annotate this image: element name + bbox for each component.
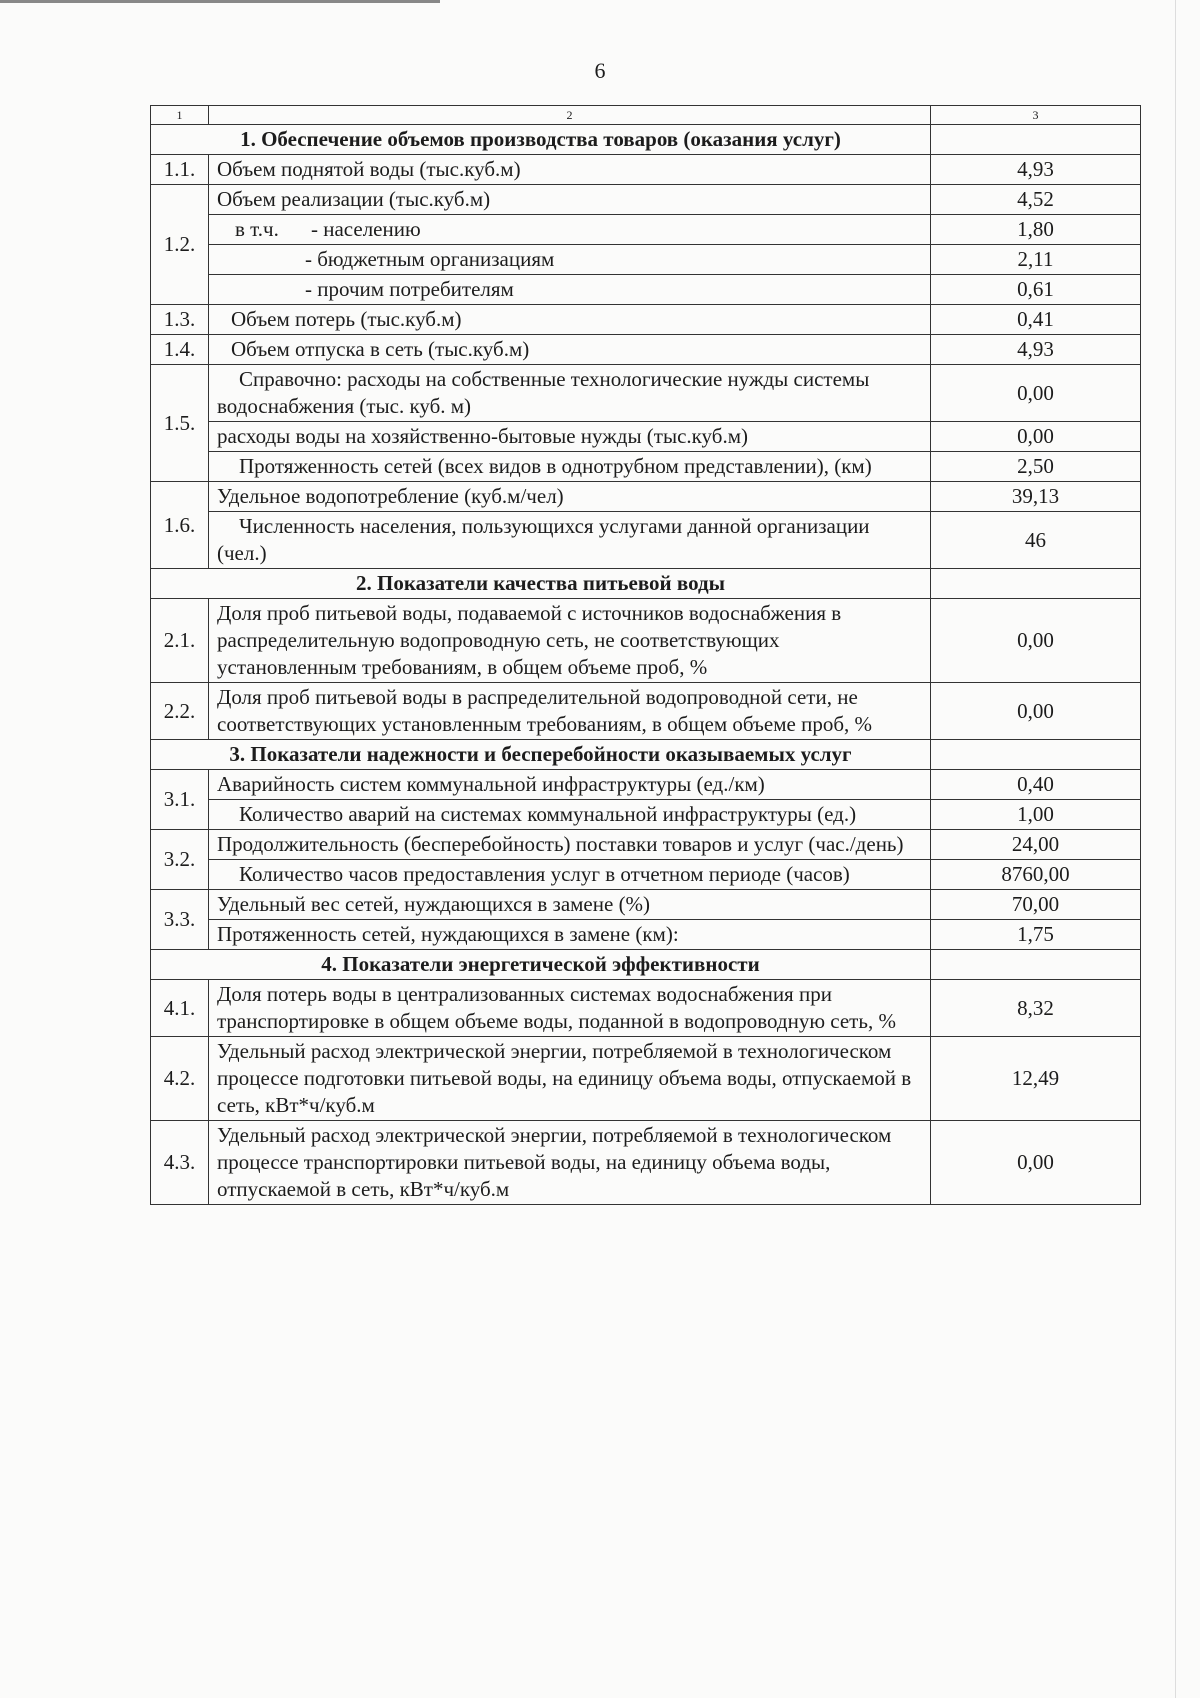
row-value: 4,93 (931, 155, 1141, 185)
row-number: 4.2. (151, 1037, 209, 1121)
row-label: Удельный расход электрической энергии, потребляемой в технологическом процессе подготовки питьевой воды, на единицу объема воды, отпускаемой в сеть, кВт*ч/куб.м (209, 1037, 931, 1121)
table-row (151, 920, 1141, 950)
row-label: расходы воды на хозяйственно-бытовые нужды (тыс.куб.м) (209, 422, 931, 452)
table-row (151, 512, 1141, 569)
table-header-row (151, 106, 1141, 125)
row-label: - прочим потребителям (209, 275, 931, 305)
header-col-2: 2 (209, 106, 931, 125)
row-label: Удельный расход электрической энергии, потребляемой в технологическом процессе транспортировки питьевой воды, на единицу объема воды, отпускаемой в сеть, кВт*ч/куб.м (209, 1121, 931, 1205)
table-row (151, 305, 1141, 335)
section-title: 3. Показатели надежности и бесперебойности оказываемых услуг (151, 740, 931, 770)
table-row (151, 980, 1141, 1037)
table-row (151, 365, 1141, 422)
indicators-table (150, 105, 1141, 1205)
row-value: 24,00 (931, 830, 1141, 860)
section-title: 1. Обеспечение объемов производства товаров (оказания услуг) (151, 125, 931, 155)
header-col-1: 1 (151, 106, 209, 125)
row-number: 3.3. (151, 890, 209, 950)
row-number: 1.4. (151, 335, 209, 365)
row-label-text: - населению (311, 217, 421, 241)
table-row (151, 215, 1141, 245)
table-row (151, 860, 1141, 890)
row-value: 0,00 (931, 599, 1141, 683)
row-label: Продолжительность (бесперебойность) поставки товаров и услуг (час./день) (209, 830, 931, 860)
table-row (151, 422, 1141, 452)
row-label: Удельное водопотребление (куб.м/чел) (209, 482, 931, 512)
section-row (151, 740, 1141, 770)
row-number: 1.2. (151, 185, 209, 305)
scan-edge-line (1175, 0, 1176, 1698)
row-value: 39,13 (931, 482, 1141, 512)
row-number: 3.2. (151, 830, 209, 890)
row-value: 0,00 (931, 365, 1141, 422)
row-value: 0,00 (931, 683, 1141, 740)
row-value: 2,11 (931, 245, 1141, 275)
table-row (151, 482, 1141, 512)
scan-edge-mark (0, 0, 440, 3)
row-label: Объем потерь (тыс.куб.м) (209, 305, 931, 335)
table-row (151, 1037, 1141, 1121)
section-value-cell (931, 569, 1141, 599)
row-value: 0,00 (931, 422, 1141, 452)
table-row (151, 245, 1141, 275)
section-value-cell (931, 740, 1141, 770)
row-value: 70,00 (931, 890, 1141, 920)
row-number: 3.1. (151, 770, 209, 830)
section-value-cell (931, 950, 1141, 980)
row-value: 0,41 (931, 305, 1141, 335)
row-number: 4.3. (151, 1121, 209, 1205)
row-label: - бюджетным организациям (209, 245, 931, 275)
row-value: 0,40 (931, 770, 1141, 800)
row-label: Количество часов предоставления услуг в отчетном периоде (часов) (209, 860, 931, 890)
row-label-prefix: в т.ч. (235, 217, 279, 241)
table-row (151, 452, 1141, 482)
table-row (151, 155, 1141, 185)
table-row (151, 599, 1141, 683)
row-label (209, 215, 931, 245)
row-value: 8,32 (931, 980, 1141, 1037)
row-value: 46 (931, 512, 1141, 569)
table-row (151, 335, 1141, 365)
section-title: 2. Показатели качества питьевой воды (151, 569, 931, 599)
row-number: 2.2. (151, 683, 209, 740)
table-row (151, 1121, 1141, 1205)
row-number: 1.3. (151, 305, 209, 335)
row-value: 0,00 (931, 1121, 1141, 1205)
row-value: 4,52 (931, 185, 1141, 215)
row-value: 1,75 (931, 920, 1141, 950)
section-title: 4. Показатели энергетической эффективности (151, 950, 931, 980)
row-value: 1,80 (931, 215, 1141, 245)
row-label: Доля проб питьевой воды, подаваемой с источников водоснабжения в распределительную водопроводную сеть, не соответствующих установленным требованиям, в общем объеме проб, % (209, 599, 931, 683)
row-value: 4,93 (931, 335, 1141, 365)
table-row (151, 683, 1141, 740)
header-col-3: 3 (931, 106, 1141, 125)
row-label: Численность населения, пользующихся услугами данной организации (чел.) (209, 512, 931, 569)
row-value: 1,00 (931, 800, 1141, 830)
row-label: Объем реализации (тыс.куб.м) (209, 185, 931, 215)
row-number: 1.6. (151, 482, 209, 569)
row-label: Доля потерь воды в централизованных системах водоснабжения при транспортировке в общем объеме воды, поданной в водопроводную сеть, % (209, 980, 931, 1037)
row-label: Удельный вес сетей, нуждающихся в замене (%) (209, 890, 931, 920)
section-row (151, 125, 1141, 155)
row-label: Протяженность сетей (всех видов в однотрубном представлении), (км) (209, 452, 931, 482)
row-label: Объем отпуска в сеть (тыс.куб.м) (209, 335, 931, 365)
row-value: 2,50 (931, 452, 1141, 482)
row-label: Количество аварий на системах коммунальной инфраструктуры (ед.) (209, 800, 931, 830)
section-row (151, 569, 1141, 599)
table-row (151, 185, 1141, 215)
row-label: Аварийность систем коммунальной инфраструктуры (ед./км) (209, 770, 931, 800)
row-number: 2.1. (151, 599, 209, 683)
row-value: 0,61 (931, 275, 1141, 305)
table-row (151, 890, 1141, 920)
row-label: Доля проб питьевой воды в распределительной водопроводной сети, не соответствующих установленным требованиям, в общем объеме проб, % (209, 683, 931, 740)
row-number: 1.1. (151, 155, 209, 185)
row-value: 12,49 (931, 1037, 1141, 1121)
table-row (151, 275, 1141, 305)
table-row (151, 770, 1141, 800)
section-row (151, 950, 1141, 980)
section-value-cell (931, 125, 1141, 155)
table-row (151, 800, 1141, 830)
row-number: 1.5. (151, 365, 209, 482)
row-value: 8760,00 (931, 860, 1141, 890)
page-number: 6 (594, 58, 606, 83)
row-number: 4.1. (151, 980, 209, 1037)
row-label: Протяженность сетей, нуждающихся в замене (км): (209, 920, 931, 950)
row-label: Справочно: расходы на собственные технологические нужды системы водоснабжения (тыс. куб. м) (209, 365, 931, 422)
table-row (151, 830, 1141, 860)
row-label: Объем поднятой воды (тыс.куб.м) (209, 155, 931, 185)
